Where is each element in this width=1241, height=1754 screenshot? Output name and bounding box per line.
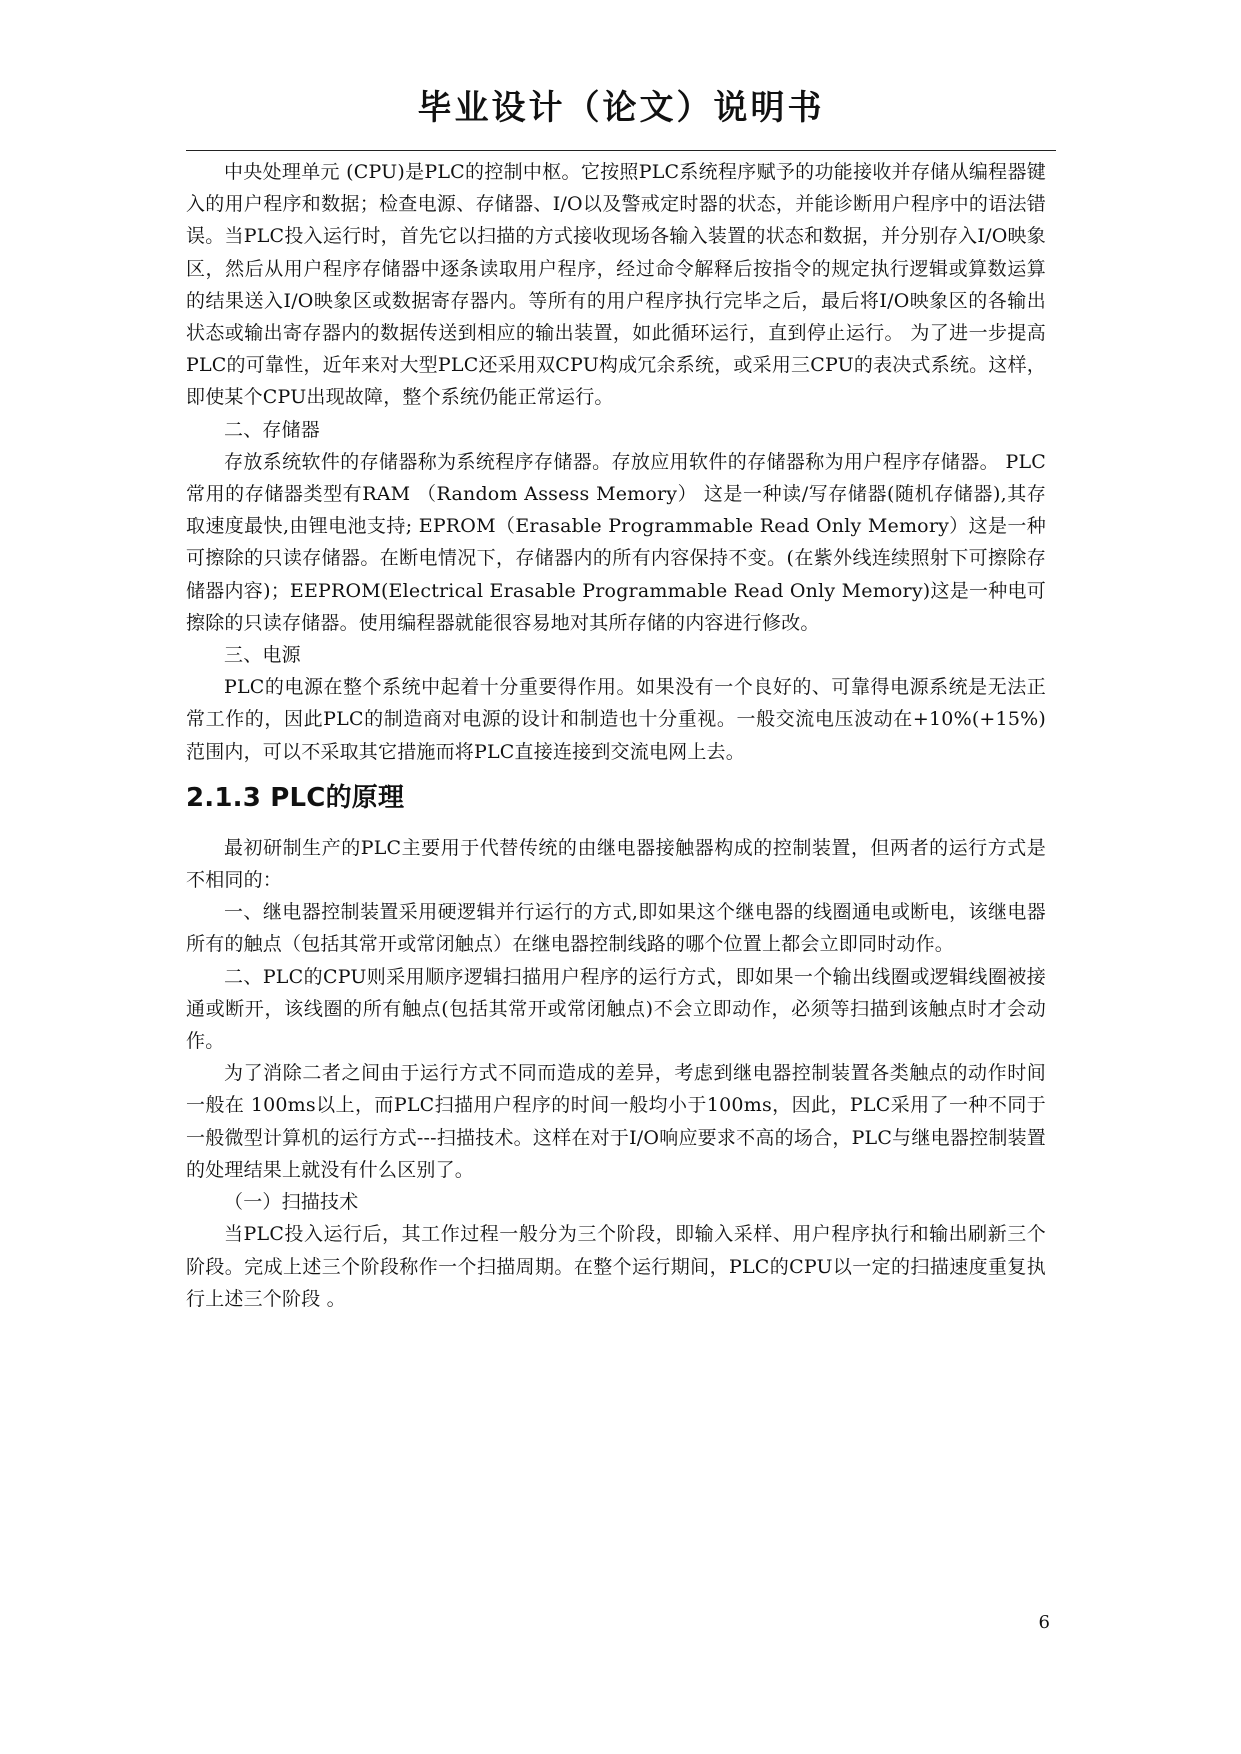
subheading-memory: 二、存储器 (224, 418, 321, 441)
paragraph-scan-cycle: 当PLC投入运行后，其工作过程一般分为三个阶段，即输入采样、用户程序执行和输出刷新三个阶段。完成上述三个阶段称作一个扫描周期。在整个运行期间，PLC的CPU以一定的扫描速度重复执行上述三个阶段 。 (186, 1223, 1046, 1310)
document-body (186, 156, 1046, 1315)
section-heading: 2.1.3 PLC的原理 (186, 782, 405, 813)
paragraph-cpu: 中央处理单元 (CPU)是PLC的控制中枢。它按照PLC系统程序赋予的功能接收并存储从编程器键入的用户程序和数据；检查电源、存储器、I/O以及警戒定时器的状态，并能诊断用户程序中的语法错误。当PLC投入运行时，首先它以扫描的方式接收现场各输入装置的状态和数据，并分别存入I/O映象区，然后从用户程序存储器中逐条读取用户程序，经过命令解释后按指令的规定执行逻辑或算数运算的结果送入I/O映象区或数据寄存器内。等所有的用户程序执行完毕之后，最后将I/O映象区的各输出状态或输出寄存器内的数据传送到相应的输出装置，如此循环运行，直到停止运行。 为了进一步提高PLC的可靠性，近年来对大型PLC还采用双CPU构成冗余系统，或采用三CPU的表决式系统。这样，即使某个CPU出现故障，整个系统仍能正常运行。 (186, 161, 1046, 409)
page-number: 6 (1038, 1612, 1050, 1633)
paragraph-plc-cpu: 二、PLC的CPU则采用顺序逻辑扫描用户程序的运行方式，即如果一个输出线圈或逻辑线圈被接通或断开，该线圈的所有触点(包括其常开或常闭触点)不会立即动作，必须等扫描到该触点时才会动作。 (186, 965, 1046, 1053)
subheading-power: 三、电源 (224, 644, 301, 667)
header-rule (186, 150, 1056, 151)
header-title: 毕业设计（论文）说明书 (417, 88, 825, 128)
paragraph-relay-control: 一、继电器控制装置采用硬逻辑并行运行的方式,即如果这个继电器的线圈通电或断电，该继电器所有的触点（包括其常开或常闭触点）在继电器控制线路的哪个位置上都会立即同时动作。 (186, 901, 1046, 956)
paragraph-principle-intro: 最初研制生产的PLC主要用于代替传统的由继电器接触器构成的控制装置，但两者的运行方式是不相同的： (186, 836, 1046, 892)
paragraph-memory: 存放系统软件的存储器称为系统程序存储器。存放应用软件的存储器称为用户程序存储器。 PLC常用的存储器类型有RAM （Random Assess Memory） 这是一种读/写存储器(随机存储器),其存取速度最快,由锂电池支持; EPROM（Erasable Programmable Read Only Memory）这是一种可擦除的只读存储器。在断电情况下，存储器内的所有内容保持不变。(在紫外线连续照射下可擦除存储器内容)；EEPROM(Electrical Erasable Programmable Read Only Memory)这是一种电可擦除的只读存储器。使用编程器就能很容易地对其所存储的内容进行修改。 (186, 450, 1046, 634)
subheading-scan-technique: （一）扫描技术 (224, 1191, 359, 1214)
paragraph-power: PLC的电源在整个系统中起着十分重要得作用。如果没有一个良好的、可靠得电源系统是无法正常工作的，因此PLC的制造商对电源的设计和制造也十分重视。一般交流电压波动在+10%(+15%)范围内，可以不采取其它措施而将PLC直接连接到交流电网上去。 (186, 676, 1046, 763)
paragraph-difference: 为了消除二者之间由于运行方式不同而造成的差异，考虑到继电器控制装置各类触点的动作时间一般在 100ms以上，而PLC扫描用户程序的时间一般均小于100ms，因此，PLC采用了一种不同于一般微型计算机的运行方式---扫描技术。这样在对于I/O响应要求不高的场合，PLC与继电器控制装置的处理结果上就没有什么区别了。 (186, 1062, 1046, 1181)
